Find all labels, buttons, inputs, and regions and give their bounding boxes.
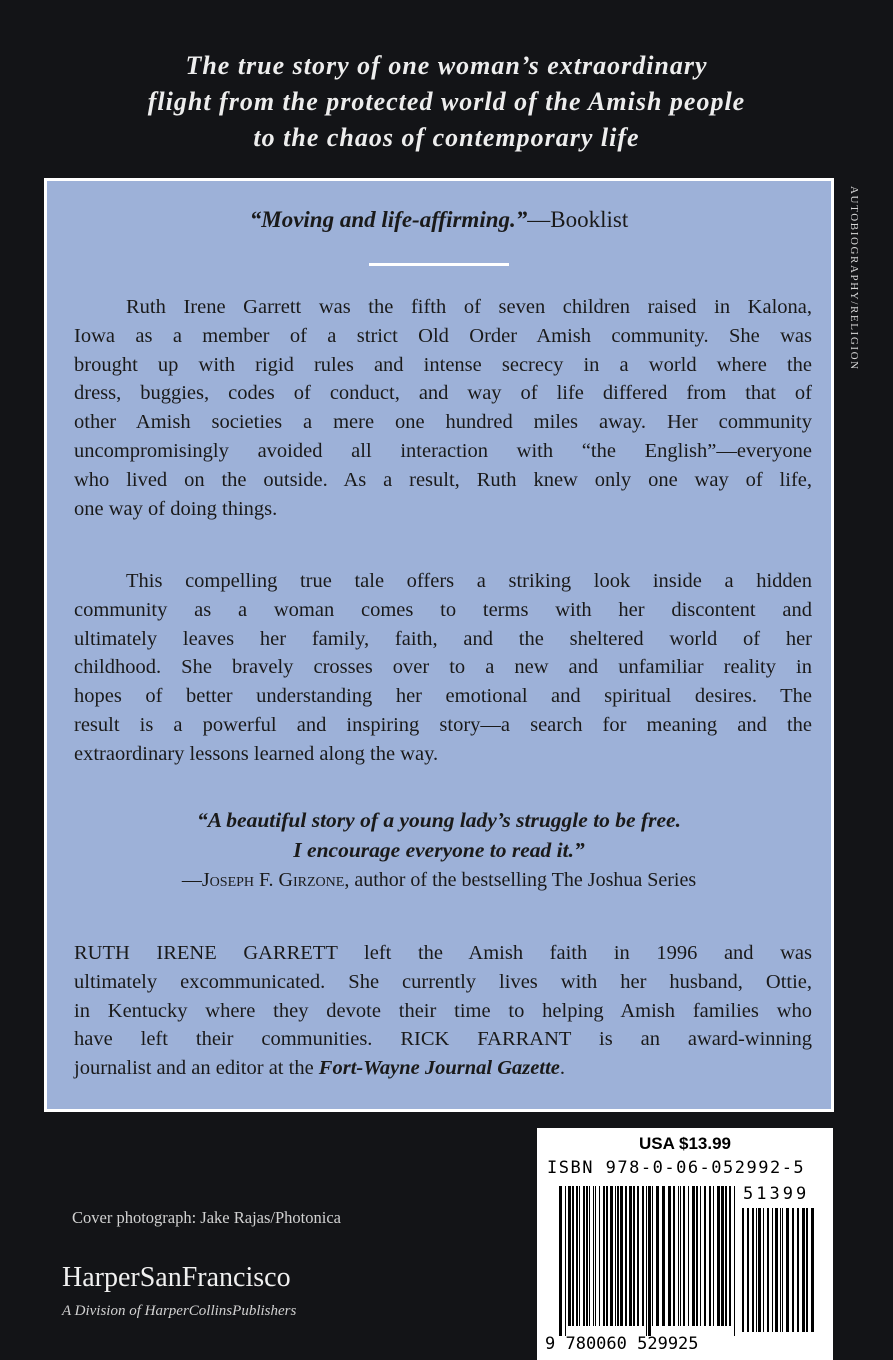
dash: — [181,869,202,891]
text-line: one way of doing things. [74,497,278,520]
bio-text: . [559,1057,565,1080]
text-line: RUTH IRENE GARRETT left the Amish faith in 1996 and was [74,942,812,964]
price-barcode [742,1208,822,1336]
text-line: This compelling true tale offers a striking look inside a hidden [126,570,812,592]
bio-text: journalist and an editor at the [74,1057,319,1080]
text-line: who lived on the outside. As a result, Ruth knew only one way of life, [74,468,812,491]
text-line: ultimately excommunicated. She currently lives with her husband, Ottie, [74,970,812,993]
tagline [0,48,893,156]
tagline-line: The true story of one woman’s extraordinary [185,51,708,80]
publisher-division [62,1303,296,1320]
text-line: brought up with rigid rules and intense secrecy in a world where the [74,353,812,376]
text-line: community as a woman comes to terms with her discontent and [74,598,812,621]
description-panel [44,178,834,1112]
text-line: Ruth Irene Garrett was the fifth of seven children raised in Kalona, [126,296,812,318]
text-line: ultimately leaves her family, faith, and the sheltered world of her [74,627,812,650]
review-source: —Booklist [527,207,629,232]
review-author-note: , author of the bestselling The Joshua Series [344,869,697,891]
summary-paragraph-1 [74,293,812,523]
review-quote: “Moving and life-affirming.” [249,207,528,232]
isbn-number: ISBN 978-0-06-052992-5 [547,1158,806,1178]
text-line: have left their communities. RICK FARRANT is an award-winning [74,1028,812,1051]
review-girzone [47,805,831,895]
text-line: result is a powerful and inspiring story—a search for meaning and the [74,713,812,736]
review-author: Joseph F. Girzone [201,869,345,891]
price-code: 51399 [743,1184,810,1204]
text-line: other Amish societies a mere one hundred miles away. Her community [74,411,812,434]
publisher-name: HarperSanFrancisco [62,1262,291,1293]
text-line: hopes of better understanding her emotional and spiritual desires. The [74,685,812,708]
text-line: Iowa as a member of a strict Old Order Amish community. She was [74,324,812,347]
price: USA $13.99 [639,1134,731,1153]
cover-credit: Cover photograph: Jake Rajas/Photonica [72,1208,341,1227]
author-bio [74,939,812,1083]
publication-name: Fort-Wayne Journal Gazette [318,1057,560,1080]
ean-barcode [559,1186,739,1336]
text-line: childhood. She bravely crosses over to a new and unfamiliar reality in [74,656,812,679]
review-quote-line: I encourage everyone to read it.” [293,838,585,862]
text-line: dress, buggies, codes of conduct, and way of life differed from that of [74,382,812,405]
barcode-label [537,1128,833,1360]
division-text-italic: Publishers [232,1303,297,1319]
tagline-line: flight from the protected world of the Amish people [147,87,746,116]
text-line: extraordinary lessons learned along the way. [74,742,439,765]
tagline-line: to the chaos of contemporary life [253,123,640,152]
category-label: AUTOBIOGRAPHY/RELIGION [848,186,860,371]
division-text: A Division of HarperCollins [62,1303,233,1319]
text-line [74,1054,812,1083]
review-booklist [47,207,831,233]
review-attribution [47,865,831,895]
ean-digits: 9 780060 529925 [545,1334,699,1354]
text-line: uncompromisingly avoided all interaction with “the English”—everyone [74,439,812,462]
review-quote-line: “A beautiful story of a young lady’s struggle to be free. [197,808,681,832]
summary-paragraph-2 [74,567,812,769]
divider [369,263,509,266]
text-line: in Kentucky where they devote their time to helping Amish families who [74,999,812,1022]
